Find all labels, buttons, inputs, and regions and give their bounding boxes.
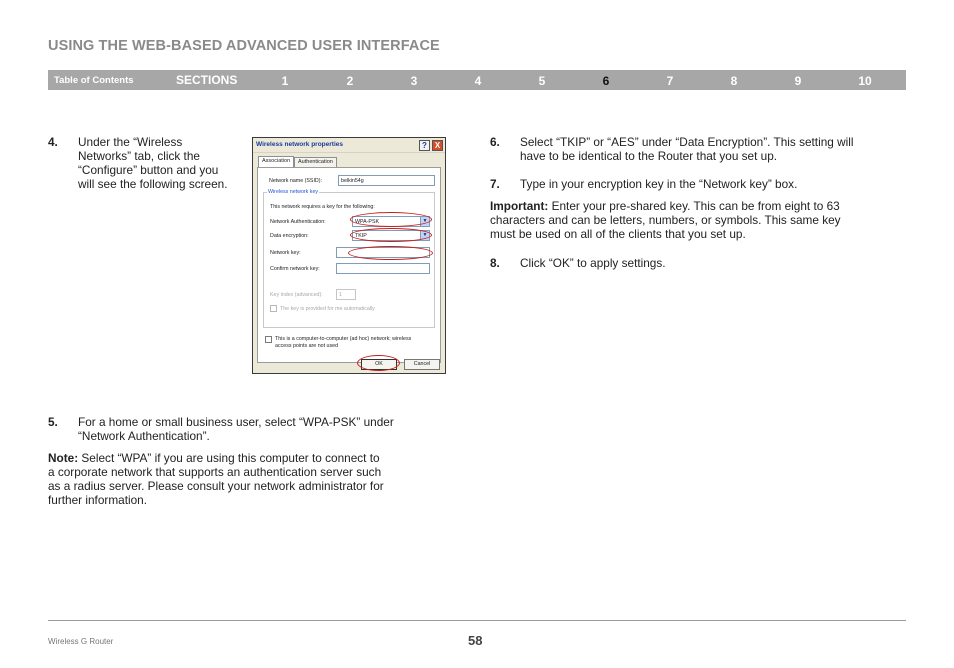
key-index-input[interactable]: 1 — [336, 289, 356, 300]
data-encryption-value: TKIP — [355, 233, 367, 239]
wireless-network-properties-dialog — [252, 137, 446, 374]
confirm-network-key-input[interactable] — [336, 263, 430, 274]
highlight-oval-encryption — [350, 228, 432, 242]
step-5-text: For a home or small business user, select “WPA-PSK” under “Network Authentication”. — [78, 415, 394, 443]
dialog-title: Wireless network properties — [256, 141, 343, 148]
section-link-7[interactable]: 7 — [666, 74, 674, 88]
page-header-title: USING THE WEB-BASED ADVANCED USER INTERFACE — [48, 38, 440, 54]
highlight-oval-ok — [357, 355, 400, 371]
ok-button[interactable]: OK — [361, 359, 397, 370]
step-4-number: 4. — [48, 135, 58, 149]
step-6-text: Select “TKIP” or “AES” under “Data Encryption”. This setting will have to be identical to the Router that you set up. — [520, 135, 854, 163]
section-link-2[interactable]: 2 — [346, 74, 354, 88]
sections-label: SECTIONS — [176, 73, 238, 87]
network-key-label: Network key: — [270, 250, 301, 256]
step-4-text: Under the “Wireless Networks” tab, click the “Configure” button and you will see the following screen. — [78, 135, 228, 191]
step-6-number: 6. — [490, 135, 500, 149]
section-link-10[interactable]: 10 — [858, 74, 872, 88]
page-number: 58 — [468, 633, 483, 648]
highlight-oval-authentication — [350, 212, 432, 227]
confirm-network-key-label: Confirm network key: — [270, 266, 320, 272]
ssid-label: Network name (SSID): — [269, 178, 322, 184]
help-icon[interactable]: ? — [419, 140, 430, 151]
tab-association[interactable]: Association — [258, 156, 294, 167]
chevron-down-icon: ▼ — [420, 217, 429, 226]
dialog-titlebar — [253, 138, 445, 153]
step-7-text: Type in your encryption key in the “Network key” box. — [520, 177, 798, 191]
step-7-number: 7. — [490, 177, 500, 191]
section-link-6[interactable]: 6 — [602, 74, 610, 88]
cancel-button[interactable]: Cancel — [404, 359, 440, 370]
section-link-8[interactable]: 8 — [730, 74, 738, 88]
section-link-9[interactable]: 9 — [794, 74, 802, 88]
chevron-down-icon: ▼ — [420, 231, 429, 240]
tab-authentication[interactable]: Authentication — [294, 157, 337, 167]
section-navbar — [48, 70, 906, 90]
section-link-5[interactable]: 5 — [538, 74, 546, 88]
note-paragraph: Note: Select “WPA” if you are using this computer to connect to a corporate network that supports an authentication server such as a radius server. Please consult your network administrator for further information. — [48, 451, 384, 507]
network-authentication-value: WPA-PSK — [355, 219, 380, 225]
association-panel — [257, 167, 441, 363]
network-authentication-label: Network Authentication: — [270, 219, 326, 225]
ssid-input[interactable]: belkin54g — [338, 175, 435, 186]
adhoc-checkbox[interactable] — [265, 336, 272, 343]
step-5-number: 5. — [48, 415, 58, 429]
section-link-3[interactable]: 3 — [410, 74, 418, 88]
close-icon[interactable]: X — [432, 140, 443, 151]
wireless-key-group-label: Wireless network key — [268, 189, 319, 195]
auto-key-label: The key is provided for me automatically — [280, 306, 375, 312]
footer-product-name: Wireless G Router — [48, 637, 114, 646]
adhoc-label-line1: This is a computer-to-computer (ad hoc) network; wireless — [275, 336, 412, 342]
requires-key-label: This network requires a key for the following: — [270, 204, 375, 210]
footer-divider — [48, 620, 906, 621]
table-of-contents-link[interactable]: Table of Contents — [54, 75, 134, 86]
note-label: Note: — [48, 451, 79, 465]
key-index-label: Key index (advanced): — [270, 292, 323, 298]
important-paragraph: Important: Enter your pre-shared key. This can be from eight to 63 characters and can be letters, numbers, or symbols. This same key must be used on all of the clients that you set up. — [490, 199, 841, 241]
section-link-1[interactable]: 1 — [281, 74, 289, 88]
data-encryption-label: Data encryption: — [270, 233, 309, 239]
auto-key-checkbox[interactable] — [270, 305, 277, 312]
important-label: Important: — [490, 199, 549, 213]
highlight-oval-network-key — [348, 246, 433, 260]
step-8-text: Click “OK” to apply settings. — [520, 256, 666, 270]
section-link-4[interactable]: 4 — [474, 74, 482, 88]
adhoc-label-line2: access points are not used — [275, 343, 339, 349]
step-8-number: 8. — [490, 256, 500, 270]
